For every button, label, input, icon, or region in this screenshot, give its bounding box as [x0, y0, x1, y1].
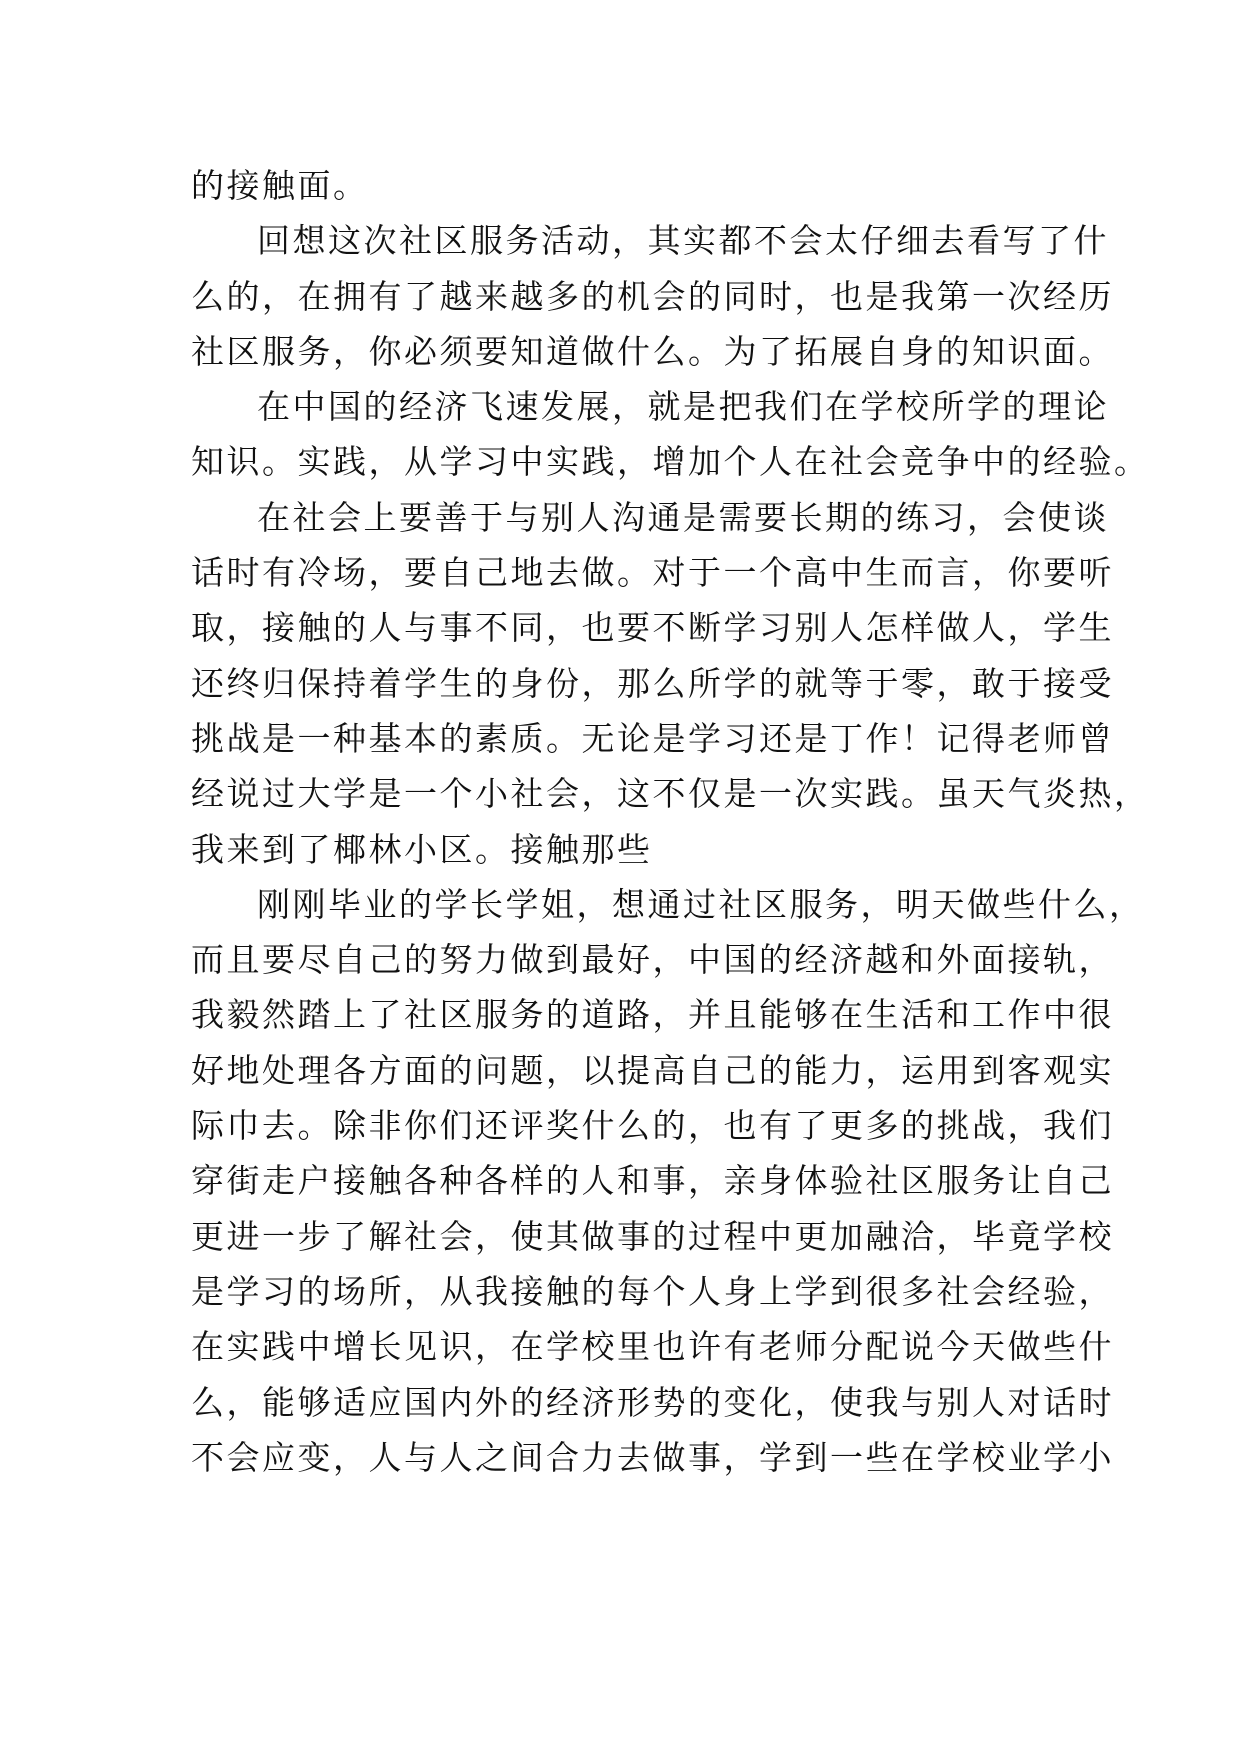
text-line: 的接触面。: [191, 166, 369, 205]
text-line: 而且要尽自己的努力做到最好，中国的经济越和外面接轨，: [191, 940, 1114, 980]
text-line: 话时有冷场，要自己地去做。对于一个高中生而言，你要听: [191, 553, 1114, 593]
text-line: 取，接触的人与事不同，也要不断学习别人怎样做人，学生: [191, 608, 1114, 648]
text-line: 我来到了椰林小区。接触那些: [191, 829, 653, 869]
text-line: 我毅然踏上了社区服务的道路，并且能够在生活和工作中很: [191, 995, 1114, 1035]
text-line: 是学习的场所，从我接触的每个人身上学到很多社会经验，: [191, 1271, 1114, 1311]
text-line: 际巾去。除非你们还评奖什么的，也有了更多的挑战，我们: [191, 1106, 1114, 1146]
text-line: 还终归保持着学生的身份，那么所学的就等于零，敢于接受: [191, 663, 1114, 703]
text-line: 社区服务，你必须要知道做什么。为了拓展自身的知识面。: [191, 331, 1114, 371]
text-line: 穿街走户接触各种各样的人和事，亲身体验社区服务让自己: [191, 1161, 1114, 1201]
text-line: 不会应变，人与人之间合力去做事，学到一些在学校业学小: [191, 1437, 1114, 1477]
text-line: 在社会上要善于与别人沟通是需要长期的练习，会使谈: [257, 497, 1109, 537]
text-line: 么的，在拥有了越来越多的机会的同时，也是我第一次经历: [191, 276, 1114, 316]
text-line: 更进一步了解社会，使其做事的过程中更加融洽，毕竟学校: [191, 1216, 1114, 1256]
text-line: 在中国的经济飞速发展，就是把我们在学校所学的理论: [257, 387, 1109, 427]
text-line: 经说过大学是一个小社会，这不仅是一次实践。虽天气炎热，: [191, 774, 1150, 814]
text-line: 好地处理各方面的问题，以提高自己的能力，运用到客观实: [191, 1050, 1114, 1090]
text-line: 知识。实践，从学习中实践，增加个人在社会竞争中的经验。: [191, 442, 1150, 482]
text-line: 回想这次社区服务活动，其实都不会太仔细去看写了什: [257, 221, 1109, 261]
text-line: 么，能够适应国内外的经济形势的变化，使我与别人对话时: [191, 1382, 1114, 1422]
text-line: 挑战是一种基本的素质。无论是学习还是丁作！记得老师曾: [191, 718, 1114, 758]
body-text: [191, 158, 1150, 1485]
text-line: 在实践中增长见识，在学校里也许有老师分配说今天做些什: [191, 1327, 1114, 1367]
text-line: 刚刚毕业的学长学姐，想通过社区服务，明天做些什么，: [257, 884, 1145, 924]
